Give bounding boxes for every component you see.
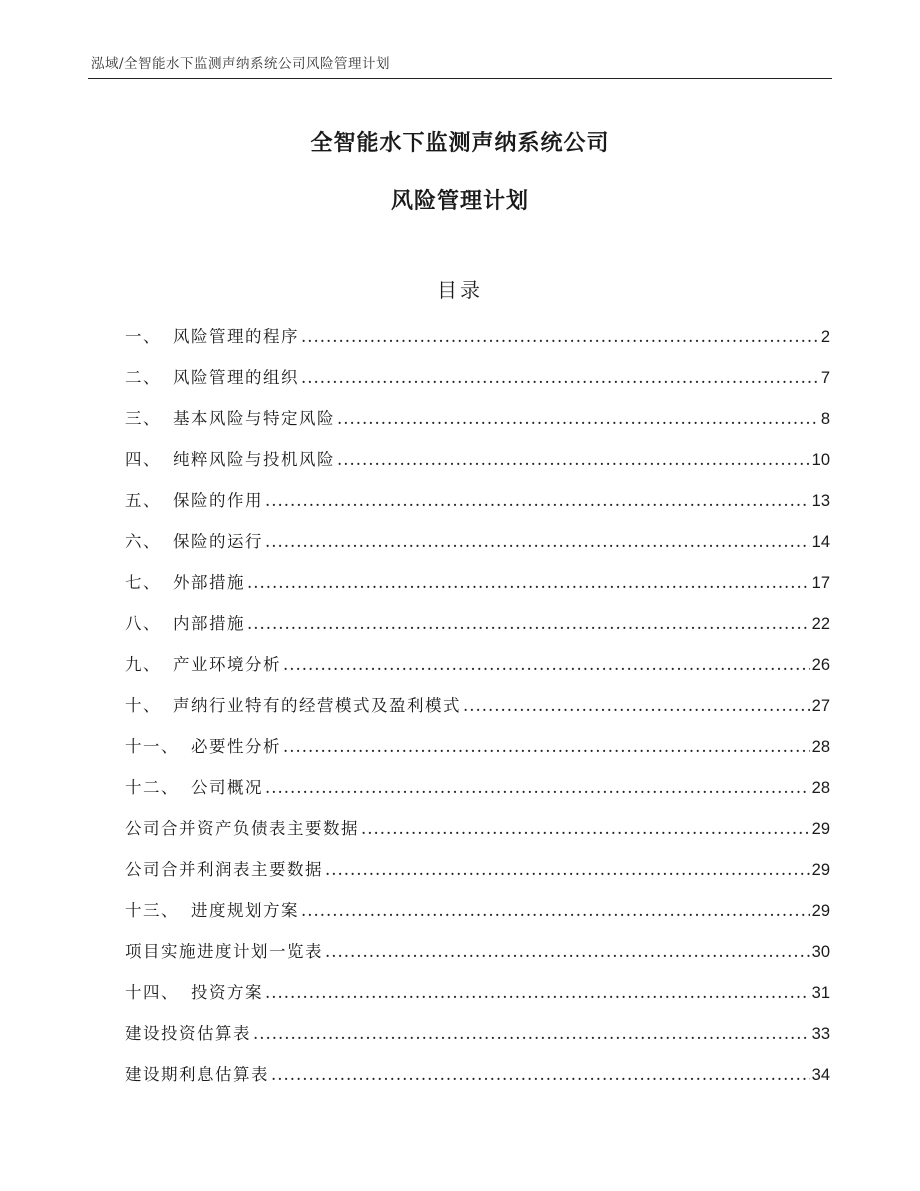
toc-page-number: 33 (811, 1025, 830, 1043)
toc-dot-leader (301, 368, 819, 387)
toc-dot-leader (247, 614, 810, 633)
toc-entry[interactable] (125, 651, 830, 692)
toc-dot-leader (325, 942, 810, 961)
toc-page-number: 8 (820, 410, 830, 428)
toc-dot-leader (253, 1024, 810, 1043)
toc-page-number: 30 (811, 943, 830, 961)
toc-page-number: 17 (811, 574, 830, 592)
toc-entry-label: 纯粹风险与投机风险 (173, 450, 335, 469)
toc-entry-number: 十三、 (125, 901, 179, 920)
toc-page-number: 29 (811, 820, 830, 838)
toc-dot-leader (463, 696, 810, 715)
toc-entry-label: 项目实施进度计划一览表 (125, 942, 323, 961)
toc-dot-leader (283, 655, 810, 674)
toc-entry[interactable] (125, 1020, 830, 1061)
toc-entry-number: 三、 (125, 409, 161, 428)
toc-entry-label: 产业环境分析 (173, 655, 281, 674)
table-of-contents (125, 323, 830, 1102)
toc-dot-leader (361, 819, 810, 838)
toc-entry-number: 二、 (125, 368, 161, 387)
toc-entry[interactable] (125, 610, 830, 651)
toc-entry-number: 一、 (125, 327, 161, 346)
toc-dot-leader (271, 1065, 810, 1084)
toc-entry-number: 七、 (125, 573, 161, 592)
toc-entry-label: 建设投资估算表 (125, 1024, 251, 1043)
toc-dot-leader (265, 532, 810, 551)
toc-page-number: 29 (811, 861, 830, 879)
toc-page-number: 28 (811, 738, 830, 756)
toc-entry-label: 外部措施 (173, 573, 245, 592)
toc-entry-number: 十二、 (125, 778, 179, 797)
toc-dot-leader (301, 327, 819, 346)
toc-dot-leader (337, 450, 810, 469)
toc-entry-label: 投资方案 (191, 983, 263, 1002)
toc-entry[interactable] (125, 938, 830, 979)
toc-entry[interactable] (125, 897, 830, 938)
toc-entry[interactable] (125, 364, 830, 405)
toc-page-number: 26 (811, 656, 830, 674)
toc-page-number: 22 (811, 615, 830, 633)
toc-entry-number: 八、 (125, 614, 161, 633)
toc-entry-label: 基本风险与特定风险 (173, 409, 335, 428)
toc-entry-label: 保险的作用 (173, 491, 263, 510)
toc-entry-label: 公司概况 (191, 778, 263, 797)
toc-entry[interactable] (125, 528, 830, 569)
toc-entry-number: 五、 (125, 491, 161, 510)
toc-page-number: 13 (811, 492, 830, 510)
toc-entry[interactable] (125, 569, 830, 610)
toc-dot-leader (301, 901, 810, 920)
toc-page-number: 10 (811, 451, 830, 469)
toc-entry-label: 必要性分析 (191, 737, 281, 756)
toc-entry[interactable] (125, 979, 830, 1020)
toc-page-number: 34 (811, 1066, 830, 1084)
toc-dot-leader (265, 983, 810, 1002)
document-subtitle: 风险管理计划 (390, 189, 529, 214)
toc-entry-number: 六、 (125, 532, 161, 551)
toc-entry-number: 十、 (125, 696, 161, 715)
toc-entry[interactable] (125, 692, 830, 733)
toc-entry[interactable] (125, 1061, 830, 1102)
toc-entry-label: 进度规划方案 (191, 901, 299, 920)
toc-entry-label: 风险管理的组织 (173, 368, 299, 387)
header-divider (88, 78, 832, 79)
toc-entry-number: 九、 (125, 655, 161, 674)
toc-entry-label: 建设期利息估算表 (125, 1065, 269, 1084)
toc-page-number: 27 (811, 697, 830, 715)
document-title: 全智能水下监测声纳系统公司 (310, 131, 610, 156)
toc-dot-leader (265, 491, 810, 510)
toc-entry[interactable] (125, 815, 830, 856)
toc-entry-label: 公司合并资产负债表主要数据 (125, 819, 359, 838)
toc-entry-label: 风险管理的程序 (173, 327, 299, 346)
toc-entry[interactable] (125, 323, 830, 364)
toc-page-number: 14 (811, 533, 830, 551)
toc-page-number: 2 (820, 328, 830, 346)
toc-dot-leader (325, 860, 810, 879)
toc-entry[interactable] (125, 733, 830, 774)
toc-entry[interactable] (125, 774, 830, 815)
toc-heading: 目录 (437, 278, 483, 302)
toc-entry[interactable] (125, 487, 830, 528)
toc-entry-number: 十一、 (125, 737, 179, 756)
toc-entry[interactable] (125, 405, 830, 446)
running-header: 泓域/全智能水下监测声纳系统公司风险管理计划 (91, 56, 391, 72)
toc-dot-leader (247, 573, 810, 592)
toc-page-number: 28 (811, 779, 830, 797)
toc-dot-leader (283, 737, 810, 756)
toc-page-number: 7 (820, 369, 830, 387)
toc-entry-number: 十四、 (125, 983, 179, 1002)
toc-page-number: 31 (811, 984, 830, 1002)
toc-entry-label: 公司合并利润表主要数据 (125, 860, 323, 879)
toc-entry-label: 内部措施 (173, 614, 245, 633)
toc-entry-label: 保险的运行 (173, 532, 263, 551)
toc-page-number: 29 (811, 902, 830, 920)
toc-dot-leader (337, 409, 819, 428)
toc-entry-number: 四、 (125, 450, 161, 469)
toc-entry[interactable] (125, 446, 830, 487)
toc-entry[interactable] (125, 856, 830, 897)
toc-entry-label: 声纳行业特有的经营模式及盈利模式 (173, 696, 461, 715)
toc-dot-leader (265, 778, 810, 797)
